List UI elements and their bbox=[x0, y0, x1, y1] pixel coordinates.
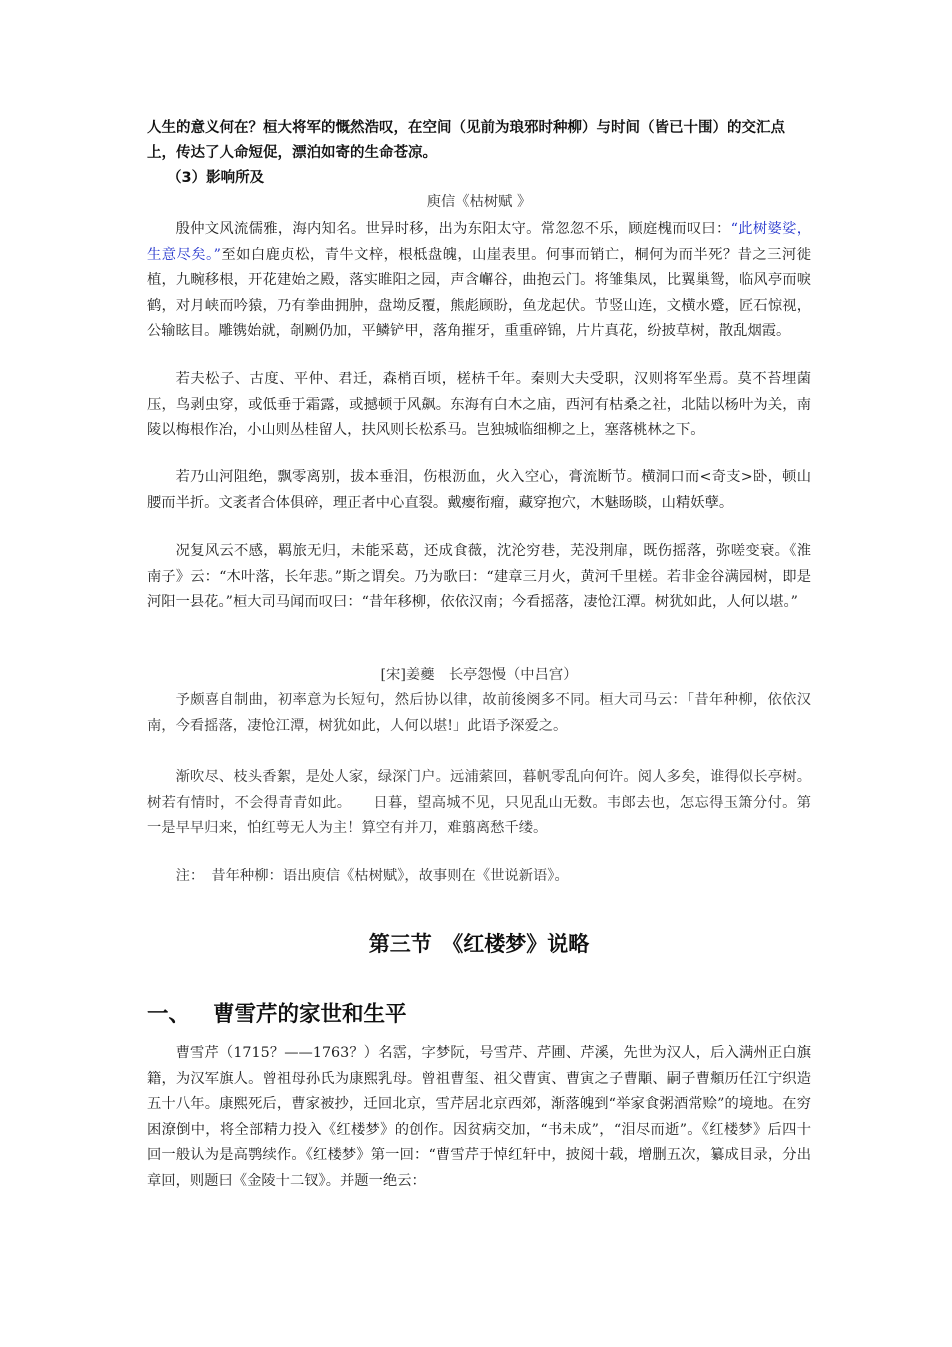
chapter-paragraph: 曹雪芹（1715？——1763？）名霑，字梦阮，号雪芹、芹圃、芹溪，先世为汉人，后入满州正白旗籍，为汉军旗人。曾祖母孙氏为康熙乳母。曾祖曹玺、祖父曹寅、曹寅之子曹顒、嗣子曹頫历任江宁织造五十八年。康熙死后，曹家被抄，迁回北京，雪芹居北京西郊，渐落魄到“举家食粥酒常赊”的境地。在穷困潦倒中，将全部精力投入《红楼梦》的创作。因贫病交加，“书未成”，“泪尽而逝”。《红楼梦》后四十回一般认为是高鹗续作。《红楼梦》第一回：“曹雪芹于悼红轩中，披阅十载，增删五次，纂成目录，分出章回，则题曰《金陵十二钗》。并题一绝云： bbox=[147, 1045, 811, 1189]
fu-paragraph-1 bbox=[147, 217, 811, 345]
fu-p1-quote: “此树婆娑，生意尽矣。” bbox=[147, 221, 811, 263]
fu-paragraph-3: 若乃山河阻绝，飘零离别，拔本垂泪，伤根沥血，火入空心，膏流断节。横洞口而<奇支>卧，顿山腰而半折。文袤者合体俱碎，理正者中心直裂。戴瘿衔瘤，藏穿抱穴，木魅旸睒，山精妖孽。 bbox=[147, 469, 811, 511]
chapter-number: 一、 bbox=[147, 1002, 191, 1027]
ci-preface: 予颇喜自制曲，初率意为长短句，然后协以律，故前後阕多不同。桓大司马云：「昔年种柳，依依汉南，今看摇落，凄怆江潭，树犹如此，人何以堪!」此语予深爱之。 bbox=[147, 692, 811, 734]
intro-bold-paragraph: 人生的意义何在？桓大将军的慨然浩叹，在空间（见前为琅邪时种柳）与时间（皆已十围）的交汇点上，传达了人命短促，漂泊如寄的生命苍凉。 bbox=[147, 120, 785, 161]
section-heading: 第三节 《红楼梦》说略 bbox=[368, 932, 590, 956]
chapter-heading bbox=[147, 997, 811, 1028]
fu-paragraph-2: 若夫松子、古度、平仲、君迁，森梢百顷，槎枿千年。秦则大夫受职，汉则将军坐焉。莫不苔埋菌压，鸟剥虫穿，或低垂于霜露，或撼顿于风飙。东海有白木之庙，西河有枯桑之社，北陆以杨叶为关，南陵以梅根作冶，小山则丛桂留人，扶风则长松系马。岂独城临细柳之上，塞落桃林之下。 bbox=[147, 371, 811, 439]
fu-title: 庾信《枯树赋 》 bbox=[426, 194, 532, 210]
subsection-heading: （3）影响所及 bbox=[167, 170, 265, 186]
chapter-title: 曹雪芹的家世和生平 bbox=[213, 1002, 407, 1027]
fu-p1-post: 至如白鹿贞松，青牛文梓，根柢盘魄，山崖表里。何事而销亡，桐何为而半死？昔之三河徙植，九畹移根，开花建始之殿，落实睢阳之园，声含嶰谷，曲抱云门。将雏集凤，比翼巢鸳，临风亭而唳鹤，对月峡而吟猿，乃有拳曲拥肿，盘坳反覆，熊彪顾盼，鱼龙起伏。节竖山连，文横水蹙，匠石惊视，公输眩目。雕镌始就，剞劂仍加，平鳞铲甲，落角摧牙，重重碎锦，片片真花，纷披草树，散乱烟霞。 bbox=[147, 246, 811, 340]
ci-title: [宋]姜夔 长亭怨慢（中吕宫） bbox=[380, 667, 578, 683]
ci-note: 注： 昔年种柳：语出庾信《枯树赋》，故事则在《世说新语》。 bbox=[175, 868, 569, 884]
fu-paragraph-4: 况复风云不感，羁旅无归，未能采葛，还成食薇，沈沦穷巷，芜没荆扉，既伤摇落，弥嗟变衰。《淮南子》云：“木叶落，长年悲。”斯之谓矣。乃为歌曰：“建章三月火，黄河千里槎。若非金谷满园树，即是河阳一县花。”桓大司马闻而叹曰：“昔年移柳，依依汉南；今看摇落，凄怆江潭。树犹如此，人何以堪。” bbox=[147, 543, 811, 611]
ci-body: 渐吹尽、枝头香絮，是处人家，绿深门户。远浦萦回，暮帆零乱向何许。阅人多矣，谁得似长亭树。树若有情时，不会得青青如此。 日暮，望高城不见，只见乱山无数。韦郎去也，怎忘得玉箫分付。第一是早早归来，怕红萼无人为主！算空有并刀，难翦离愁千缕。 bbox=[147, 769, 811, 837]
fu-p1-pre: 殷仲文风流儒雅，海内知名。世异时移，出为东阳太守。常忽忽不乐，顾庭槐而叹曰： bbox=[175, 221, 731, 237]
